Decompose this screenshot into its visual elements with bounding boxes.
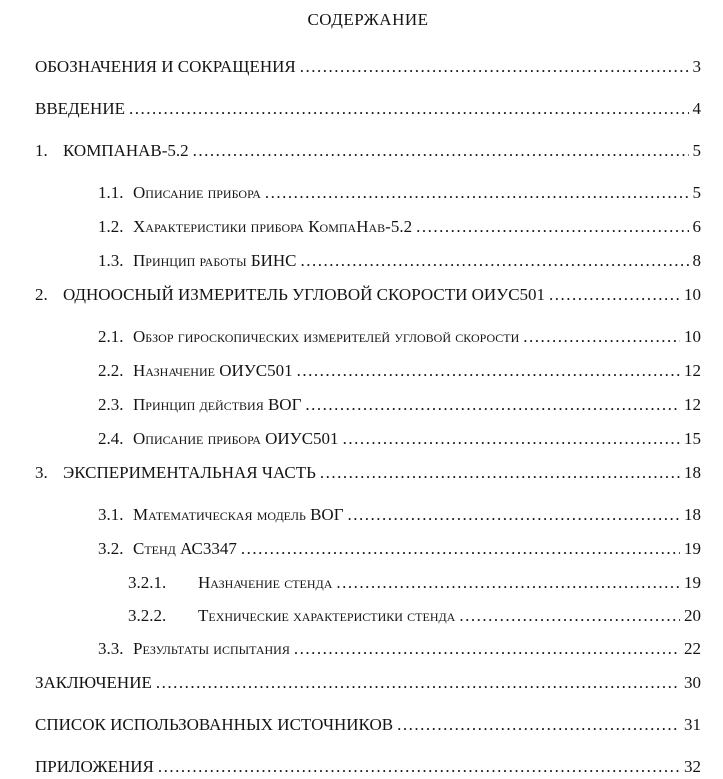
toc-entry-label: Характеристики прибора КомпаНав-5.2 — [133, 217, 413, 236]
toc-leader-dots — [343, 429, 680, 448]
toc-entry[interactable] — [35, 505, 701, 524]
toc-leader-dots — [301, 251, 689, 270]
toc-entry[interactable] — [35, 217, 701, 236]
toc-leader-dots — [129, 99, 689, 118]
toc-entry-label: Назначение стенда — [198, 573, 333, 592]
toc-page-number: 5 — [692, 183, 701, 202]
toc-entry-label: Стенд АС3347 — [133, 539, 237, 558]
toc-title: СОДЕРЖАНИЕ — [307, 10, 429, 29]
toc-leader-dots — [320, 463, 680, 482]
toc-leader-dots — [305, 395, 680, 414]
toc-entry[interactable] — [35, 606, 701, 625]
toc-entry-label: Принцип действия ВОГ — [133, 395, 302, 414]
toc-entry-label: ВВЕДЕНИЕ — [35, 99, 125, 118]
toc-entry[interactable] — [35, 99, 701, 118]
toc-entry[interactable] — [35, 361, 701, 380]
toc-page-number: 31 — [684, 715, 701, 734]
toc-leader-dots — [348, 505, 680, 524]
toc-entry[interactable] — [35, 639, 701, 658]
toc-entry-label: ЗАКЛЮЧЕНИЕ — [35, 673, 152, 692]
toc-entry-number: 3.2.1. — [128, 573, 167, 592]
toc-entry-number: 3.1. — [98, 505, 124, 524]
toc-page-number: 6 — [692, 217, 701, 236]
toc-entry-number: 2. — [35, 285, 48, 304]
toc-entry-number: 3.2.2. — [128, 606, 167, 625]
toc-leader-dots — [158, 757, 680, 776]
toc-leader-dots — [297, 361, 680, 380]
toc-entry-number: 2.3. — [98, 395, 124, 414]
toc-page-number: 30 — [684, 673, 701, 692]
toc-leader-dots — [193, 141, 689, 160]
toc-page-number: 19 — [684, 573, 701, 592]
toc-entry-number: 2.2. — [98, 361, 124, 380]
toc-entry-label: Результаты испытания — [133, 639, 290, 658]
toc-entry-number: 3.2. — [98, 539, 124, 558]
toc-page-number: 4 — [692, 99, 701, 118]
toc-entry-label: Описание прибора ОИУС501 — [133, 429, 339, 448]
toc-page-number: 20 — [684, 606, 701, 625]
toc-entry[interactable] — [35, 573, 701, 592]
toc-entry[interactable] — [35, 251, 701, 270]
toc-entry[interactable] — [35, 539, 701, 558]
toc-leader-dots — [459, 606, 680, 625]
toc-entry-number: 1.1. — [98, 183, 124, 202]
toc-entry[interactable] — [35, 429, 701, 448]
toc-entry-number: 1.2. — [98, 217, 124, 236]
toc-leader-dots — [294, 639, 680, 658]
toc-entry[interactable] — [35, 463, 701, 482]
toc-entry[interactable] — [35, 57, 701, 76]
toc-leader-dots — [265, 183, 689, 202]
toc-entry-label: Назначение ОИУС501 — [133, 361, 293, 380]
toc-entry[interactable] — [35, 327, 701, 346]
toc-entry-label: ОБОЗНАЧЕНИЯ И СОКРАЩЕНИЯ — [35, 57, 296, 76]
toc-page-number: 10 — [684, 285, 701, 304]
toc-entry-number: 2.4. — [98, 429, 124, 448]
toc-entry-label: Описание прибора — [133, 183, 261, 202]
toc-page-number: 19 — [684, 539, 701, 558]
toc-page-number: 10 — [684, 327, 701, 346]
toc-entry-label: ЭКСПЕРИМЕНТАЛЬНАЯ ЧАСТЬ — [63, 463, 316, 482]
toc-leader-dots — [156, 673, 680, 692]
toc-page-number: 22 — [684, 639, 701, 658]
toc-entry[interactable] — [35, 285, 701, 304]
toc-entry-label: Принцип работы БИНС — [133, 251, 297, 270]
toc-entry[interactable] — [35, 395, 701, 414]
toc-entry-number: 3. — [35, 463, 48, 482]
toc-page-number: 15 — [684, 429, 701, 448]
toc-entry-label: ПРИЛОЖЕНИЯ — [35, 757, 154, 776]
toc-entry-label: КОМПАНАВ-5.2 — [63, 141, 189, 160]
toc-entry-label: Математическая модель ВОГ — [133, 505, 344, 524]
toc-entry[interactable] — [35, 715, 701, 734]
toc-entry-number: 1. — [35, 141, 48, 160]
toc-entry[interactable] — [35, 183, 701, 202]
toc-page-number: 12 — [684, 361, 701, 380]
toc-list — [35, 57, 701, 776]
toc-page-number: 18 — [684, 505, 701, 524]
toc-entry-label: ОДНООСНЫЙ ИЗМЕРИТЕЛЬ УГЛОВОЙ СКОРОСТИ ОИУС501 — [63, 285, 546, 304]
toc-leader-dots — [549, 285, 680, 304]
toc-entry-number: 1.3. — [98, 251, 124, 270]
toc-entry-label: Обзор гироскопических измерителей угловой скорости — [133, 327, 520, 346]
toc-entry-label: Технические характеристики стенда — [198, 606, 456, 625]
toc-leader-dots — [523, 327, 680, 346]
toc-entry[interactable] — [35, 673, 701, 692]
toc-entry[interactable] — [35, 141, 701, 160]
toc-page-number: 18 — [684, 463, 701, 482]
toc-leader-dots — [397, 715, 680, 734]
toc-entry-number: 3.3. — [98, 639, 124, 658]
toc-page-number: 8 — [692, 251, 701, 270]
toc-page-number: 32 — [684, 757, 701, 776]
toc-entry-number: 2.1. — [98, 327, 124, 346]
toc-leader-dots — [336, 573, 680, 592]
toc-page-number: 3 — [692, 57, 701, 76]
toc-leader-dots — [241, 539, 680, 558]
toc-page-number: 5 — [692, 141, 701, 160]
toc-entry[interactable] — [35, 757, 701, 776]
toc-leader-dots — [300, 57, 689, 76]
toc-leader-dots — [416, 217, 688, 236]
toc-entry-label: СПИСОК ИСПОЛЬЗОВАННЫХ ИСТОЧНИКОВ — [35, 715, 394, 734]
toc-page-number: 12 — [684, 395, 701, 414]
